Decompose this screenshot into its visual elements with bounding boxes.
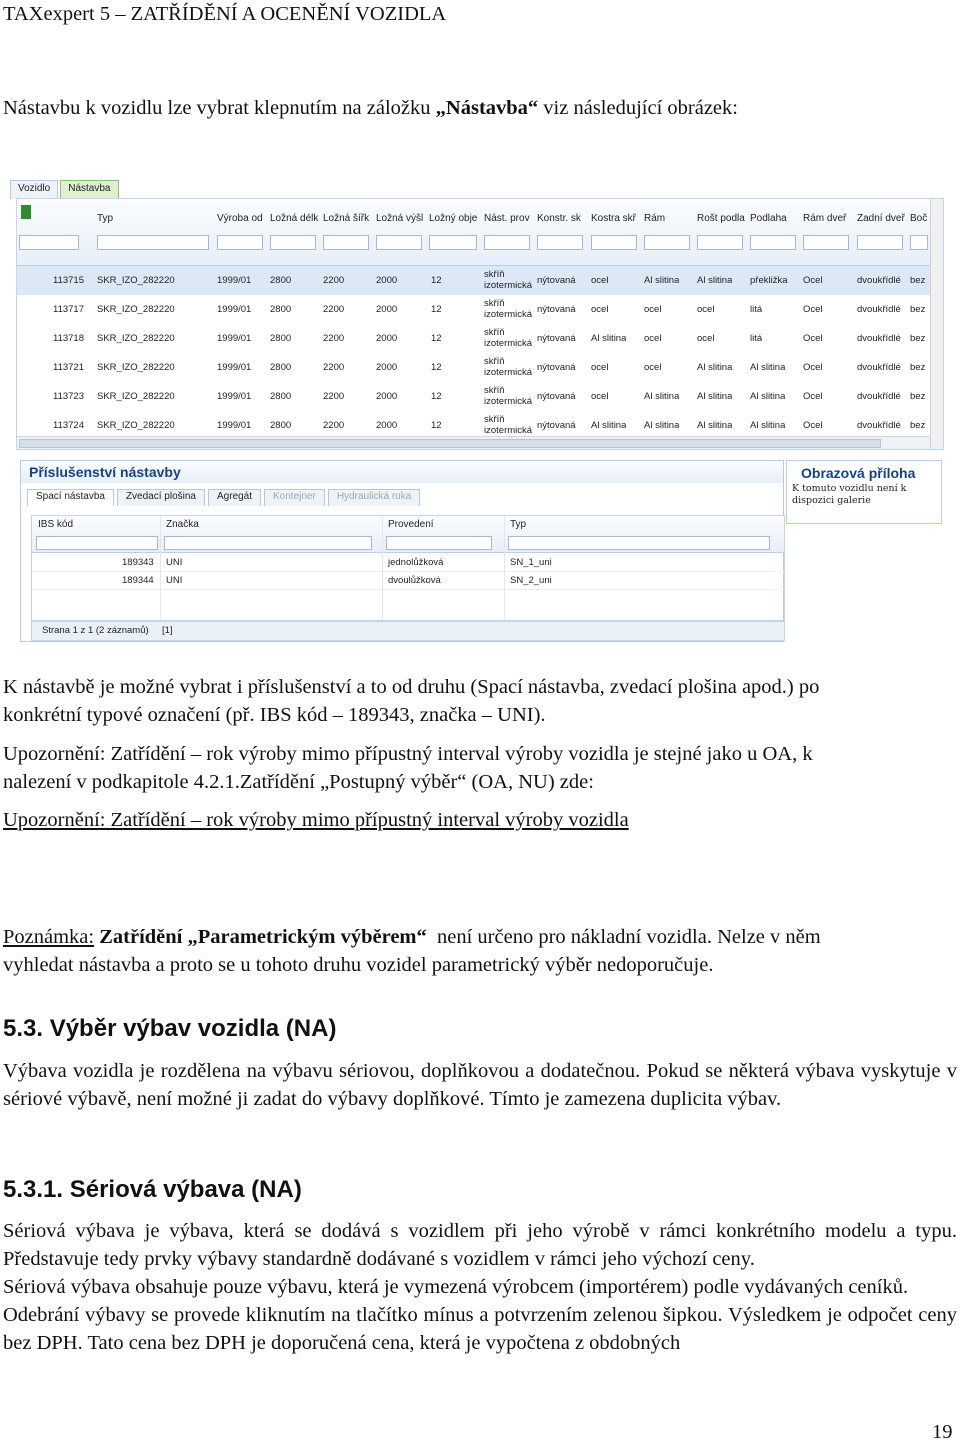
filter-input[interactable] — [217, 235, 263, 250]
subsection-heading: 5.3.1. Sériová výbava (NA) — [3, 1176, 302, 1203]
cell: 2000 — [376, 275, 398, 286]
accessories-title: Příslušenství nástavby — [21, 461, 783, 483]
cell: 2000 — [376, 333, 398, 344]
cell: 2200 — [323, 391, 345, 402]
filter-input[interactable] — [910, 235, 928, 250]
tab-vozidlo[interactable]: Vozidlo — [10, 180, 58, 199]
vertical-scrollbar[interactable] — [930, 199, 943, 449]
cell: bez — [910, 333, 926, 344]
cell: skříň izotermická — [484, 298, 533, 320]
col-header[interactable]: Zadní dveř — [857, 213, 905, 224]
cell: Al slitina — [644, 420, 680, 431]
pager — [31, 621, 785, 641]
cell: 2000 — [376, 420, 398, 431]
col-header[interactable]: Typ — [97, 213, 114, 224]
accessories-grid — [31, 515, 785, 621]
image-panel-title: Obrazová příloha — [801, 465, 916, 481]
cell: Al slitina — [750, 362, 786, 373]
cell: nýtovaná — [537, 304, 576, 315]
body-grid — [16, 198, 944, 450]
cell: 1999/01 — [217, 362, 252, 373]
filter-input[interactable] — [376, 235, 422, 250]
col-header[interactable]: Ložný obje — [429, 213, 478, 224]
col-header[interactable]: Podlaha — [750, 213, 787, 224]
cell: 12 — [431, 304, 442, 315]
cell: UNI — [166, 575, 183, 586]
embedded-screenshot — [6, 176, 954, 648]
cell: bez — [910, 362, 926, 373]
cell: 2200 — [323, 304, 345, 315]
cell: ocel — [591, 362, 609, 373]
cell: 2000 — [376, 391, 398, 402]
cell: Ocel — [803, 420, 823, 431]
section-heading: 5.3. Výběr výbav vozidla (NA) — [3, 1015, 337, 1042]
filter-input[interactable] — [537, 235, 583, 250]
filter-input[interactable] — [697, 235, 743, 250]
cell: skříň izotermická — [484, 356, 533, 378]
accessory-tabs — [27, 489, 423, 505]
cell: Al slitina — [750, 391, 786, 402]
col-header[interactable]: Provedení — [388, 519, 434, 530]
intro-paragraph — [3, 94, 738, 122]
filter-input[interactable] — [97, 235, 209, 250]
accessory-row[interactable] — [32, 572, 784, 590]
tab-agregat[interactable]: Agregát — [208, 489, 261, 506]
cell: SKR_IZO_282220 — [97, 275, 175, 286]
cell: 2800 — [270, 275, 292, 286]
intro-text-end: viz následující obrázek: — [538, 97, 738, 119]
paragraph-line: nalezení v podkapitole 4.2.1.Zatřídění „Postupný výběr“ (OA, NU) zde: — [3, 771, 594, 793]
cell: ocel — [591, 391, 609, 402]
col-header[interactable]: Typ — [510, 519, 527, 530]
cross-reference-link[interactable]: Upozornění: Zatřídění – rok výroby mimo přípustný interval výroby vozidla — [3, 809, 629, 831]
page-number: 19 — [932, 1421, 953, 1443]
filter-input[interactable] — [19, 235, 79, 250]
filter-input[interactable] — [429, 235, 477, 250]
cell: 1999/01 — [217, 391, 252, 402]
col-header[interactable]: Výroba od — [217, 213, 263, 224]
table-row[interactable] — [17, 295, 943, 325]
cell: ocel — [591, 304, 609, 315]
pager-page-link[interactable]: [1] — [162, 625, 173, 636]
cell: dvoukřídlé — [857, 304, 901, 315]
column-divider — [160, 516, 161, 620]
paragraph-line: konkrétní typové označení (př. IBS kód – 189343, značka – UNI). — [3, 704, 546, 726]
filter-input[interactable] — [857, 235, 903, 250]
cell: jednolůžková — [388, 557, 444, 568]
table-row[interactable] — [17, 353, 943, 383]
cell: 2000 — [376, 304, 398, 315]
tab-zvedaci-plosina[interactable]: Zvedací plošina — [117, 489, 205, 506]
cell: dvoukřídlé — [857, 391, 901, 402]
table-row[interactable] — [17, 266, 943, 296]
cell: 1999/01 — [217, 420, 252, 431]
paragraph-text: Odebrání výbavy se provede kliknutím na tlačítko mínus a potvrzením zelenou šipkou. Výsledkem je odpočet ceny bez DPH. Tato cena bez DPH je doporučená cena, která je vypočtena z obdobných — [3, 1304, 957, 1354]
cell: dvoukřídlé — [857, 362, 901, 373]
cell: Ocel — [803, 391, 823, 402]
cell: Al slitina — [750, 420, 786, 431]
cell: 2800 — [270, 333, 292, 344]
select-icon[interactable] — [21, 205, 31, 219]
tab-spaci-nastavba[interactable]: Spací nástavba — [27, 489, 114, 506]
cell: Al slitina — [591, 333, 627, 344]
col-header[interactable]: IBS kód — [38, 519, 74, 530]
cell: Ocel — [803, 275, 823, 286]
cell: SN_2_uni — [510, 575, 552, 586]
paragraph-text: Výbava vozidla je rozdělena na výbavu sériovou, doplňkovou a dodatečnou. Pokud se některá výbava vyskytuje v sériové výbavě, není možné ji zadat do výbavy doplňkové. Tímto je zamezena duplicita výbav. — [3, 1060, 957, 1110]
cell: dvoukřídlé — [857, 420, 901, 431]
paragraph — [3, 1057, 957, 1113]
cell: dvoukřídlé — [857, 333, 901, 344]
cell: litá — [750, 333, 763, 344]
filter-input[interactable] — [591, 235, 637, 250]
filter-input[interactable] — [750, 235, 796, 250]
cell: Al slitina — [697, 420, 733, 431]
cell: Al slitina — [697, 391, 733, 402]
note-paragraph — [3, 923, 821, 951]
horizontal-scrollbar[interactable] — [17, 436, 931, 449]
cell: 2200 — [323, 333, 345, 344]
cell: ocel — [644, 333, 662, 344]
intro-text: Nástavbu k vozidlu lze vybrat klepnutím na záložku — [3, 97, 436, 119]
intro-bold: „Nástavba“ — [435, 97, 539, 119]
paragraph-line: K nástavbě je možné vybrat i příslušenství a to od druhu (Spací nástavba, zvedací plošina apod.) po — [3, 676, 820, 698]
paragraph-text: Sériová výbava je výbava, která se dodává s vozidlem při jeho výrobě v rámci konkrétního modelu a typu. Představuje tedy prvky výbavy standardně dodávané s vozidlem v rámci jeho výchozí ceny. — [3, 1220, 957, 1270]
cell: bez — [910, 420, 926, 431]
cell: Ocel — [803, 333, 823, 344]
filter-input[interactable] — [803, 235, 849, 250]
cell: 2200 — [323, 420, 345, 431]
cell: 113717 — [53, 304, 84, 315]
cell: 2200 — [323, 275, 345, 286]
cell: SN_1_uni — [510, 557, 552, 568]
cell: nýtovaná — [537, 275, 576, 286]
accessory-row[interactable] — [32, 554, 784, 572]
vehicle-tabs — [10, 180, 121, 198]
cell: 189344 — [122, 575, 154, 586]
cell: Al slitina — [697, 275, 733, 286]
table-row[interactable] — [17, 324, 943, 354]
cell: bez — [910, 391, 926, 402]
filter-input[interactable] — [36, 536, 158, 550]
cell: 2800 — [270, 420, 292, 431]
filter-input[interactable] — [508, 536, 770, 550]
cell: 1999/01 — [217, 304, 252, 315]
cell: 113724 — [53, 420, 84, 431]
cell: SKR_IZO_282220 — [97, 391, 175, 402]
note-bold: Zatřídění „Parametrickým výběrem“ — [99, 926, 427, 948]
cell: nýtovaná — [537, 333, 576, 344]
cell: ocel — [591, 275, 609, 286]
cell: 113715 — [53, 275, 84, 286]
column-divider — [382, 516, 383, 620]
table-row[interactable] — [17, 382, 943, 412]
note-label: Poznámka: — [3, 926, 95, 948]
paragraph-line: vyhledat nástavba a proto se u tohoto druhu vozidel parametrický výběr nedoporučuje. — [3, 954, 714, 976]
cell: skříň izotermická — [484, 385, 533, 407]
cell: bez — [910, 304, 926, 315]
tab-hydraulicka-ruka[interactable]: Hydraulická ruka — [328, 489, 420, 506]
cell: litá — [750, 304, 763, 315]
col-header[interactable]: Rošt podla — [697, 213, 745, 224]
cell: 2800 — [270, 391, 292, 402]
cell: bez — [910, 275, 926, 286]
filter-input[interactable] — [484, 235, 530, 250]
col-header[interactable]: Boč — [910, 213, 928, 224]
cell: Al slitina — [591, 420, 627, 431]
col-header[interactable]: Rám dveř — [803, 213, 847, 224]
cell: Al slitina — [644, 391, 680, 402]
cell: skříň izotermická — [484, 327, 533, 349]
cell: 2000 — [376, 362, 398, 373]
paragraph-line: Upozornění: Zatřídění – rok výroby mimo přípustný interval výroby vozidla je stejné jako u OA, k — [3, 743, 813, 765]
cell: nýtovaná — [537, 362, 576, 373]
cell: 189343 — [122, 557, 154, 568]
col-header[interactable]: Konstr. sk — [537, 213, 581, 224]
filter-input[interactable] — [270, 235, 316, 250]
cell: SKR_IZO_282220 — [97, 304, 175, 315]
cell: 12 — [431, 333, 442, 344]
tab-kontejner[interactable]: Kontejner — [264, 489, 325, 506]
paragraph — [3, 1217, 957, 1357]
cell: SKR_IZO_282220 — [97, 362, 175, 373]
page-header: TAXexpert 5 – ZATŘÍDĚNÍ A OCENĚNÍ VOZIDLA — [3, 3, 447, 25]
col-header[interactable]: Ložná šířk — [323, 213, 370, 224]
col-header[interactable]: Ložná délk — [270, 213, 319, 224]
grid-header — [17, 199, 943, 266]
cell: 1999/01 — [217, 333, 252, 344]
filter-input[interactable] — [323, 235, 369, 250]
cell: 2800 — [270, 304, 292, 315]
cell: skříň izotermická — [484, 269, 533, 291]
cell: ocel — [697, 333, 715, 344]
cell: Al slitina — [697, 362, 733, 373]
cell: dvoulůžková — [388, 575, 441, 586]
cell: Ocel — [803, 304, 823, 315]
cell: 12 — [431, 275, 442, 286]
filter-input[interactable] — [644, 235, 690, 250]
cell: Ocel — [803, 362, 823, 373]
column-divider — [504, 516, 505, 620]
cell: nýtovaná — [537, 391, 576, 402]
cell: 12 — [431, 420, 442, 431]
paragraph-text: Sériová výbava obsahuje pouze výbavu, která je vymezená výrobcem (importérem) podle vydávaných ceníků. — [3, 1276, 909, 1298]
col-header[interactable]: Rám — [644, 213, 666, 224]
image-attachment-panel — [786, 460, 942, 524]
filter-input[interactable] — [386, 536, 492, 550]
cell: ocel — [644, 304, 662, 315]
scroll-thumb[interactable] — [19, 439, 881, 448]
cell: ocel — [644, 362, 662, 373]
cell: 12 — [431, 391, 442, 402]
note-text: není určeno pro nákladní vozidla. Nelze v něm — [426, 926, 821, 948]
cell: 113721 — [53, 362, 84, 373]
cell: 1999/01 — [217, 275, 252, 286]
cell: UNI — [166, 557, 183, 568]
cell: nýtovaná — [537, 420, 576, 431]
accessories-panel — [20, 460, 784, 642]
cell: ocel — [697, 304, 715, 315]
cell: dvoukřídlé — [857, 275, 901, 286]
cell: překližka — [750, 275, 788, 286]
cell: 113723 — [53, 391, 84, 402]
cell: 2200 — [323, 362, 345, 373]
tab-nastavba[interactable]: Nástavba — [60, 180, 118, 199]
cell: 12 — [431, 362, 442, 373]
pager-text: Strana 1 z 1 (2 záznamů) — [42, 625, 149, 636]
col-header[interactable]: Kostra skř — [591, 213, 637, 224]
cell: 113718 — [53, 333, 84, 344]
image-panel-text: K tomuto vozidlu není k dispozici galerie — [792, 483, 907, 506]
filter-input[interactable] — [164, 536, 372, 550]
cell: SKR_IZO_282220 — [97, 420, 175, 431]
col-header[interactable]: Značka — [166, 519, 199, 530]
col-header[interactable]: Ložná výšl — [376, 213, 424, 224]
accessories-grid-header — [32, 516, 784, 553]
cell: skříň izotermická — [484, 414, 533, 436]
cell: 2800 — [270, 362, 292, 373]
col-header[interactable]: Nást. prov — [484, 213, 530, 224]
cell: SKR_IZO_282220 — [97, 333, 175, 344]
cell: Al slitina — [644, 275, 680, 286]
